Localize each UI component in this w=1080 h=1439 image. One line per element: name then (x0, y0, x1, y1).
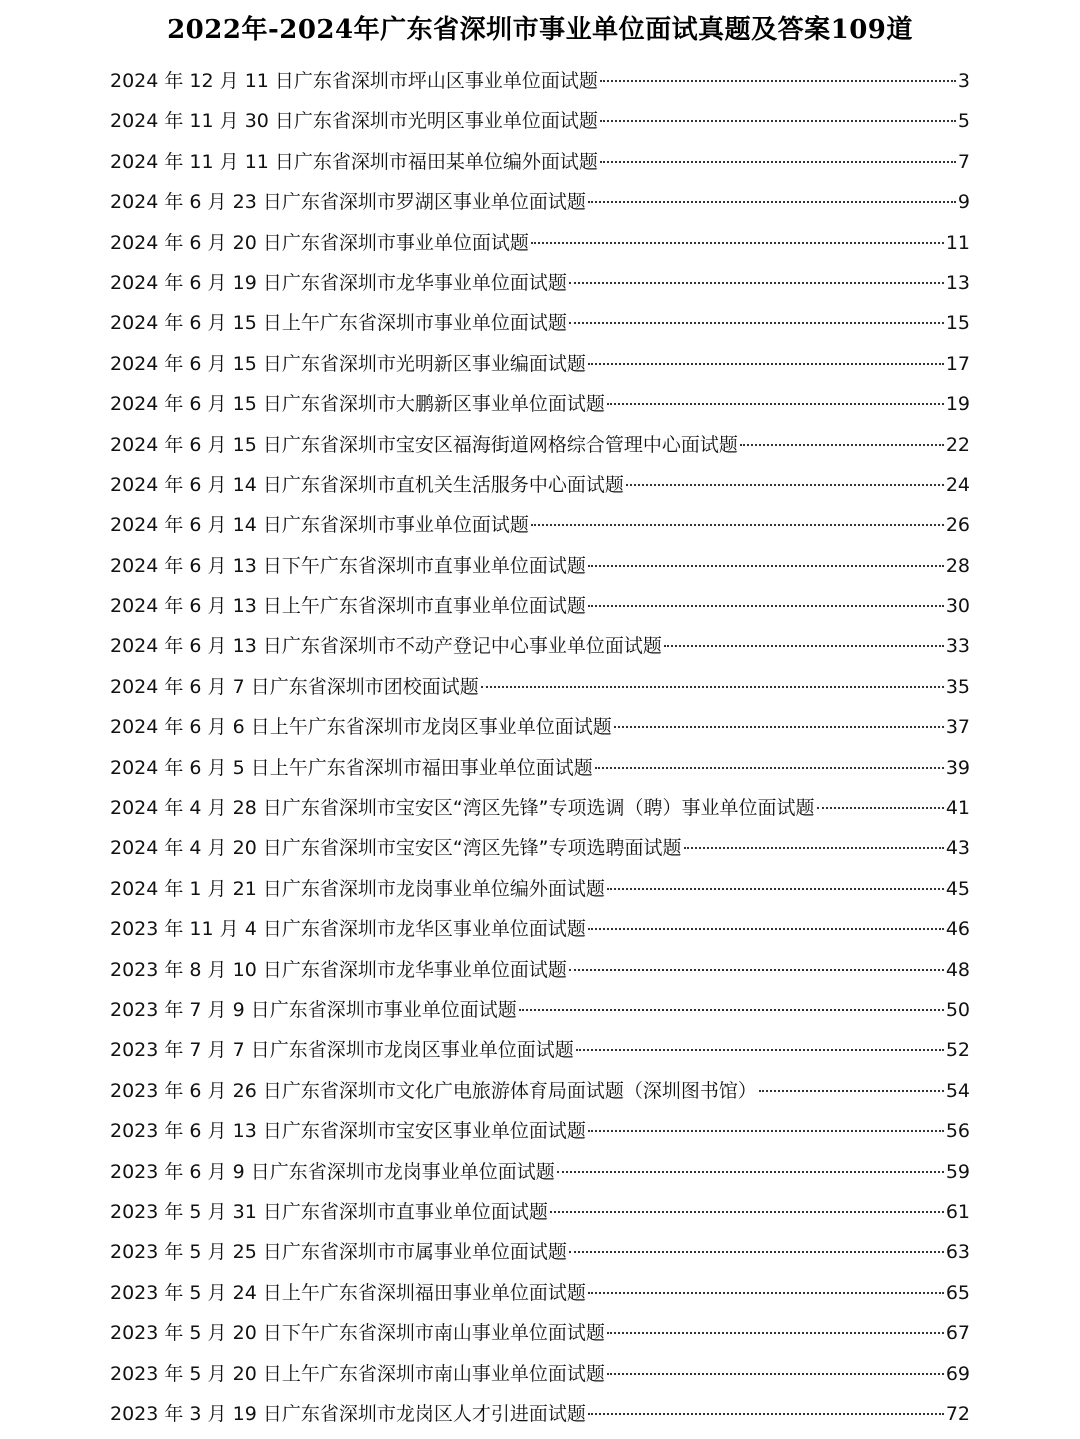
toc-page-number: 30 (945, 595, 970, 618)
toc-dot-leader (607, 1332, 944, 1334)
toc-entry-title: 2023 年 6 月 26 日广东省深圳市文化广电旅游体育局面试题（深圳图书馆） (110, 1079, 757, 1102)
toc-dot-leader (531, 242, 944, 244)
toc-page-number: 72 (945, 1402, 970, 1425)
toc-entry-title: 2024 年 11 月 30 日广东省深圳市光明区事业单位面试题 (110, 110, 598, 133)
toc-dot-leader (600, 80, 956, 82)
toc-entry-title: 2023 年 3 月 19 日广东省深圳市龙岗区人才引进面试题 (110, 1402, 586, 1425)
toc-entry[interactable] (110, 1313, 970, 1353)
toc-page-number: 46 (945, 918, 970, 941)
toc-dot-leader (607, 1373, 944, 1375)
toc-entry[interactable] (110, 344, 970, 384)
toc-page-number: 9 (957, 191, 970, 214)
toc-entry-title: 2024 年 6 月 14 日广东省深圳市直机关生活服务中心面试题 (110, 473, 624, 496)
toc-entry[interactable] (110, 505, 970, 545)
toc-page-number: 67 (945, 1322, 970, 1345)
toc-dot-leader (519, 1009, 944, 1011)
toc-page-number: 26 (945, 514, 970, 537)
toc-entry[interactable] (110, 1232, 970, 1272)
toc-entry-title: 2024 年 6 月 15 日广东省深圳市大鹏新区事业单位面试题 (110, 393, 605, 416)
toc-page-number: 22 (945, 433, 970, 456)
table-of-contents (110, 61, 970, 1434)
toc-dot-leader (664, 645, 944, 647)
toc-entry[interactable] (110, 101, 970, 141)
toc-entry[interactable] (110, 626, 970, 666)
toc-dot-leader (557, 1171, 944, 1173)
toc-entry-title: 2024 年 11 月 11 日广东省深圳市福田某单位编外面试题 (110, 150, 598, 173)
toc-dot-leader (588, 928, 944, 930)
toc-entry-title: 2023 年 7 月 9 日广东省深圳市事业单位面试题 (110, 998, 517, 1021)
toc-page-number: 59 (945, 1160, 970, 1183)
toc-entry[interactable] (110, 425, 970, 465)
toc-page-number: 11 (945, 231, 970, 254)
toc-entry[interactable] (110, 828, 970, 868)
toc-page-number: 19 (945, 393, 970, 416)
toc-dot-leader (759, 1090, 944, 1092)
toc-entry[interactable] (110, 1030, 970, 1070)
toc-dot-leader (588, 1130, 944, 1132)
toc-page-number: 52 (945, 1039, 970, 1062)
toc-entry-title: 2024 年 6 月 13 日下午广东省深圳市直事业单位面试题 (110, 554, 586, 577)
toc-entry[interactable] (110, 950, 970, 990)
toc-entry[interactable] (110, 465, 970, 505)
toc-page-number: 7 (957, 150, 970, 173)
toc-entry-title: 2024 年 12 月 11 日广东省深圳市坪山区事业单位面试题 (110, 70, 598, 92)
toc-entry[interactable] (110, 748, 970, 788)
toc-entry-title: 2023 年 8 月 10 日广东省深圳市龙华事业单位面试题 (110, 958, 567, 981)
toc-dot-leader (588, 363, 944, 365)
toc-entry[interactable] (110, 1354, 970, 1394)
toc-entry-title: 2024 年 6 月 23 日广东省深圳市罗湖区事业单位面试题 (110, 191, 586, 214)
toc-dot-leader (588, 1292, 944, 1294)
toc-page-number: 35 (945, 675, 970, 698)
toc-dot-leader (607, 403, 944, 405)
toc-dot-leader (569, 322, 944, 324)
toc-entry-title: 2024 年 4 月 20 日广东省深圳市宝安区“湾区先锋”专项选聘面试题 (110, 837, 682, 860)
toc-page-number: 33 (945, 635, 970, 658)
toc-entry-title: 2024 年 6 月 15 日广东省深圳市光明新区事业编面试题 (110, 352, 586, 375)
toc-page-number: 39 (945, 756, 970, 779)
toc-dot-leader (600, 161, 956, 163)
toc-page-number: 50 (945, 998, 970, 1021)
toc-entry-title: 2023 年 11 月 4 日广东省深圳市龙华区事业单位面试题 (110, 918, 586, 941)
toc-entry[interactable] (110, 1152, 970, 1192)
toc-page-number: 61 (945, 1200, 970, 1223)
toc-entry[interactable] (110, 303, 970, 343)
toc-dot-leader (588, 1413, 944, 1415)
toc-entry-title: 2024 年 6 月 15 日上午广东省深圳市事业单位面试题 (110, 312, 567, 335)
toc-entry[interactable] (110, 667, 970, 707)
toc-entry[interactable] (110, 142, 970, 182)
toc-dot-leader (600, 120, 956, 122)
toc-entry-title: 2024 年 6 月 19 日广东省深圳市龙华事业单位面试题 (110, 271, 567, 294)
toc-page-number: 24 (945, 473, 970, 496)
toc-page-number: 13 (945, 271, 970, 294)
toc-entry[interactable] (110, 546, 970, 586)
toc-entry[interactable] (110, 586, 970, 626)
toc-dot-leader (595, 767, 944, 769)
toc-dot-leader (550, 1211, 944, 1213)
toc-page-number: 56 (945, 1120, 970, 1143)
toc-entry-title: 2023 年 5 月 20 日下午广东省深圳市南山事业单位面试题 (110, 1322, 605, 1345)
toc-entry-title: 2023 年 7 月 7 日广东省深圳市龙岗区事业单位面试题 (110, 1039, 574, 1062)
toc-entry-title: 2023 年 5 月 25 日广东省深圳市市属事业单位面试题 (110, 1241, 567, 1264)
toc-entry-title: 2024 年 6 月 7 日广东省深圳市团校面试题 (110, 675, 479, 698)
toc-entry-title: 2023 年 5 月 24 日上午广东省深圳福田事业单位面试题 (110, 1281, 586, 1304)
toc-page-number: 17 (945, 352, 970, 375)
toc-dot-leader (684, 847, 944, 849)
toc-dot-leader (569, 1251, 944, 1253)
toc-entry-title: 2023 年 5 月 31 日广东省深圳市直事业单位面试题 (110, 1200, 548, 1223)
toc-entry[interactable] (110, 1394, 970, 1434)
toc-page-number: 3 (957, 70, 970, 92)
toc-entry-title: 2024 年 4 月 28 日广东省深圳市宝安区“湾区先锋”专项选调（聘）事业单位面试题 (110, 797, 815, 820)
toc-entry[interactable] (110, 384, 970, 424)
toc-entry[interactable] (110, 1273, 970, 1313)
toc-dot-leader (614, 726, 944, 728)
toc-page-number: 54 (945, 1079, 970, 1102)
toc-dot-leader (588, 201, 956, 203)
toc-page-number: 15 (945, 312, 970, 335)
toc-entry[interactable] (110, 909, 970, 949)
toc-page-number: 65 (945, 1281, 970, 1304)
toc-page-number: 37 (945, 716, 970, 739)
toc-dot-leader (531, 524, 944, 526)
toc-entry-title: 2024 年 6 月 5 日上午广东省深圳市福田事业单位面试题 (110, 756, 593, 779)
toc-dot-leader (569, 282, 944, 284)
toc-page-number: 28 (945, 554, 970, 577)
document-title: 2022年-2024年广东省深圳市事业单位面试真题及答案109道 (167, 15, 913, 45)
toc-dot-leader (740, 444, 944, 446)
toc-entry[interactable] (110, 869, 970, 909)
toc-entry-title: 2024 年 6 月 14 日广东省深圳市事业单位面试题 (110, 514, 529, 537)
toc-entry-title: 2023 年 6 月 13 日广东省深圳市宝安区事业单位面试题 (110, 1120, 586, 1143)
toc-entry[interactable] (110, 182, 970, 222)
toc-dot-leader (626, 484, 944, 486)
toc-entry-title: 2024 年 6 月 20 日广东省深圳市事业单位面试题 (110, 231, 529, 254)
toc-entry[interactable] (110, 1071, 970, 1111)
toc-entry-title: 2023 年 5 月 20 日上午广东省深圳市南山事业单位面试题 (110, 1362, 605, 1385)
toc-entry[interactable] (110, 990, 970, 1030)
toc-entry[interactable] (110, 263, 970, 303)
toc-page-number: 5 (957, 110, 970, 133)
toc-page-number: 43 (945, 837, 970, 860)
toc-page-number: 69 (945, 1362, 970, 1385)
toc-dot-leader (588, 605, 944, 607)
toc-dot-leader (817, 807, 944, 809)
toc-entry-title: 2024 年 6 月 13 日上午广东省深圳市直事业单位面试题 (110, 595, 586, 618)
toc-dot-leader (576, 1049, 944, 1051)
toc-page-number: 41 (945, 797, 970, 820)
toc-entry[interactable] (110, 1111, 970, 1151)
toc-dot-leader (569, 969, 944, 971)
toc-entry-title: 2024 年 1 月 21 日广东省深圳市龙岗事业单位编外面试题 (110, 877, 605, 900)
toc-entry-title: 2023 年 6 月 9 日广东省深圳市龙岗事业单位面试题 (110, 1160, 555, 1183)
toc-entry-title: 2024 年 6 月 6 日上午广东省深圳市龙岗区事业单位面试题 (110, 716, 612, 739)
toc-entry-title: 2024 年 6 月 15 日广东省深圳市宝安区福海街道网格综合管理中心面试题 (110, 433, 738, 456)
toc-dot-leader (607, 888, 944, 890)
toc-entry[interactable] (110, 61, 970, 101)
toc-entry-title: 2024 年 6 月 13 日广东省深圳市不动产登记中心事业单位面试题 (110, 635, 662, 658)
toc-entry[interactable] (110, 788, 970, 828)
toc-entry[interactable] (110, 707, 970, 747)
toc-entry[interactable] (110, 223, 970, 263)
toc-page-number: 48 (945, 958, 970, 981)
toc-dot-leader (481, 686, 944, 688)
toc-dot-leader (588, 565, 944, 567)
toc-page-number: 45 (945, 877, 970, 900)
toc-entry[interactable] (110, 1192, 970, 1232)
toc-page-number: 63 (945, 1241, 970, 1264)
